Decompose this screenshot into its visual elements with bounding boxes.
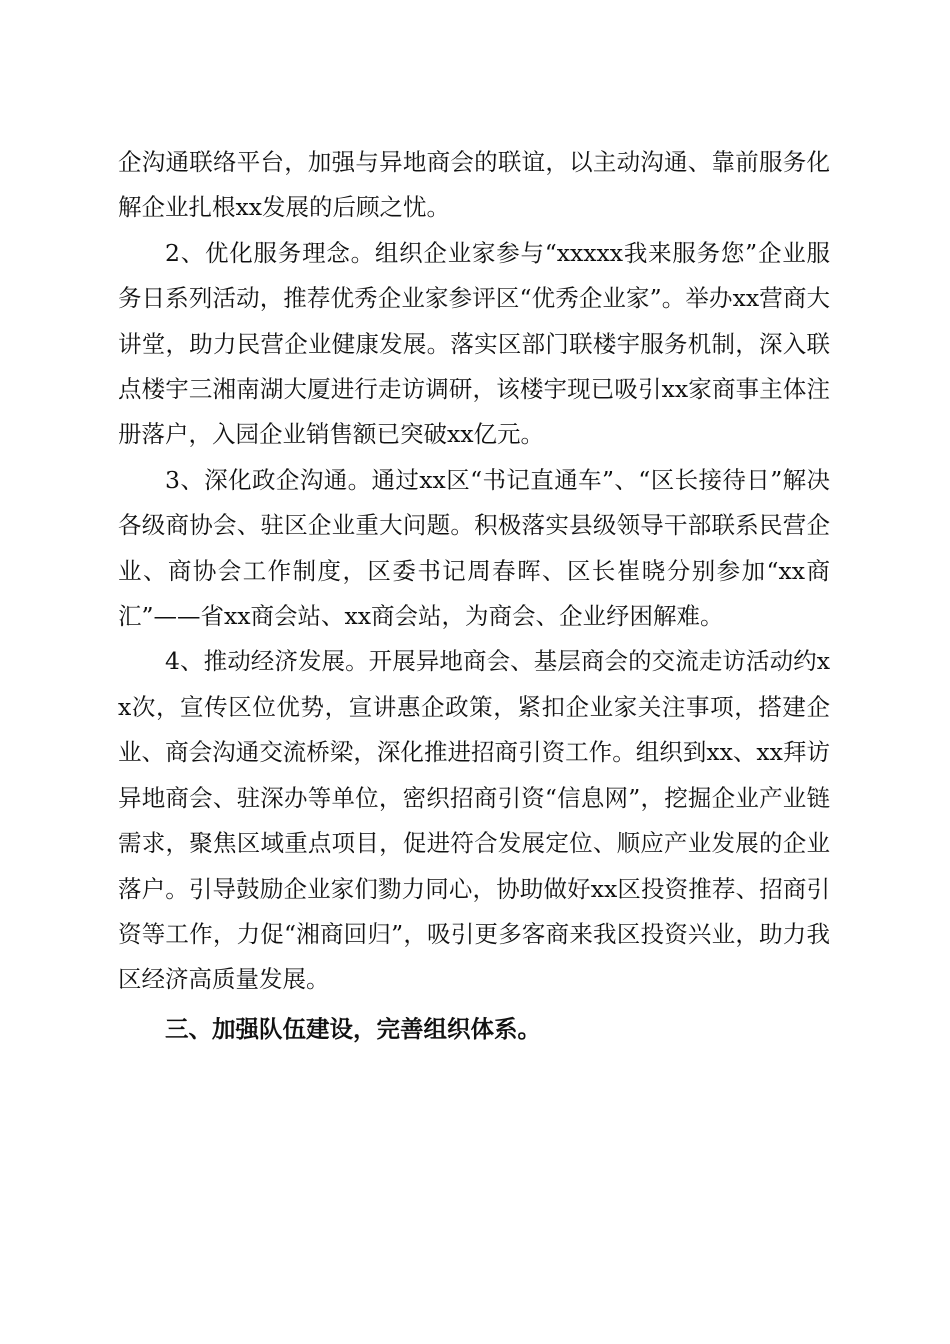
section-heading: 三、加强队伍建设，完善组织体系。 (165, 1014, 541, 1043)
paragraph-service-concept: 2、优化服务理念。组织企业家参与“xxxxx我来服务您”企业服务日系列活动，推荐优秀企业家参评区“优秀企业家”。举办xx营商大讲堂，助力民营企业健康发展。落实区部门联楼宇服务机制，深入联点楼宇三湘南湖大厦进行走访调研，该楼宇现已吸引xx家商事主体注册落户，入园企业销售额已突破xx亿元。 (118, 238, 830, 449)
paragraph-government-communication: 3、深化政企沟通。通过xx区“书记直通车”、“区长接待日”解决各级商协会、驻区企业重大问题。积极落实县级领导干部联系民营企业、商协会工作制度，区委书记周春晖、区长崔晓分别参加“xx商汇”——省xx商会站、xx商会站，为商会、企业纾困解难。 (118, 465, 830, 631)
document-body (118, 140, 830, 1052)
paragraph-economic-development: 4、推动经济发展。开展异地商会、基层商会的交流走访活动约xx次，宣传区位优势，宣讲惠企政策，紧扣企业家关注事项，搭建企业、商会沟通交流桥梁，深化推进招商引资工作。组织到xx、xx拜访异地商会、驻深办等单位，密织招商引资“信息网”，挖掘企业产业链需求，聚焦区域重点项目，促进符合发展定位、顺应产业发展的企业落户。引导鼓励企业家们勠力同心，协助做好xx区投资推荐、招商引资等工作，力促“湘商回归”，吸引更多客商来我区投资兴业，助力我区经济高质量发展。 (118, 647, 830, 994)
paragraph-continuation: 企沟通联络平台，加强与异地商会的联谊，以主动沟通、靠前服务化解企业扎根xx发展的后顾之忧。 (118, 148, 830, 222)
